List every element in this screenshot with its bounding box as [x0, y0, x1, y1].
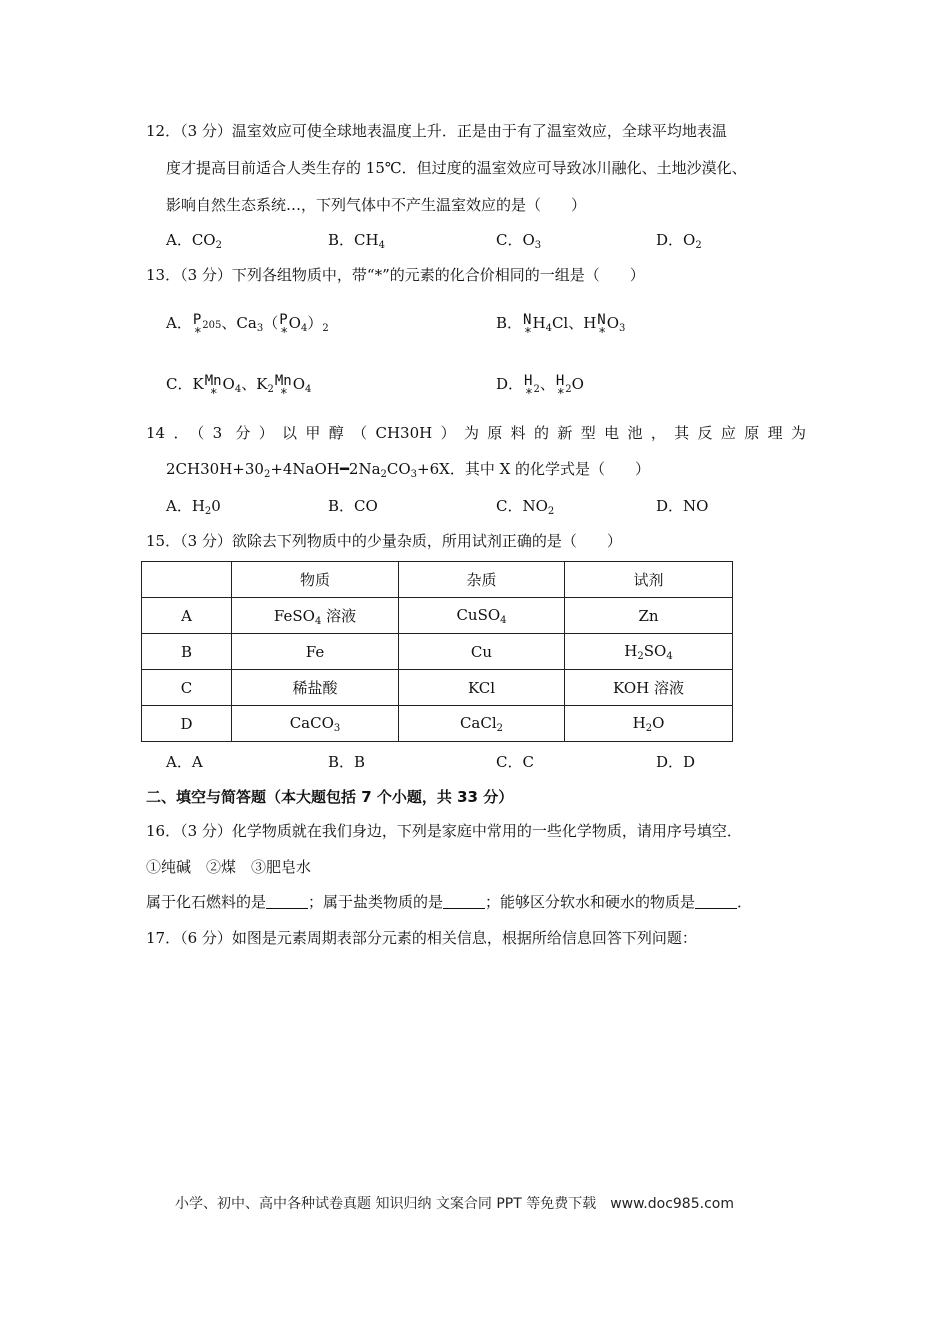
blank-field-1[interactable]: [266, 894, 308, 909]
impurity-cell: Cu: [399, 634, 565, 670]
q16-stem: 16．（3 分）化学物质就在我们身边，下列是家庭中常用的一些化学物质，请用序号填空．: [146, 822, 742, 840]
table-row: [142, 634, 733, 670]
blank-field-2[interactable]: [443, 894, 485, 909]
q12-line2: 度才提高目前适合人类生存的 15℃．但过度的温室效应可导致冰川融化、土地沙漠化、: [166, 159, 747, 177]
q15-table: [141, 561, 733, 742]
row-id: D: [142, 706, 232, 742]
substance-cell: Fe: [232, 634, 399, 670]
q12-option-c[interactable]: C．$O_3$: [496, 231, 542, 251]
section-heading: 二、填空与简答题（本大题包括 7 个小题，共 33 分）: [146, 788, 514, 806]
table-header-cell: [142, 562, 232, 598]
table-header-cell: 物质: [232, 562, 399, 598]
q15-option-a[interactable]: A．A: [166, 753, 203, 771]
marked-element-h2: H *: [555, 373, 565, 402]
substance-cell: 稀盐酸: [232, 670, 399, 706]
q14-option-b[interactable]: B．CO: [328, 497, 378, 515]
q16-choices: ①纯碱 ②煤 ③肥皂水: [146, 858, 312, 876]
reagent-cell: $H_2O$: [565, 706, 733, 742]
q14-option-c[interactable]: C．$NO_2$: [496, 497, 555, 517]
impurity-cell: CaCl$_2$: [399, 706, 565, 742]
impurity-cell: KCl: [399, 670, 565, 706]
q13-option-b[interactable]: B．N * $H_4Cl$、HN * $O_3$: [496, 312, 626, 341]
reagent-cell: Zn: [565, 598, 733, 634]
blank-field-3[interactable]: [695, 894, 737, 909]
q16-fill-line: 属于化石燃料的是 ；属于盐类物质的是 ；能够区分软水和硬水的物质是 ．: [146, 893, 753, 911]
q17-stem: 17．（6 分）如图是元素周期表部分元素的相关信息，根据所给信息回答下列问题：: [146, 929, 697, 947]
row-id: A: [142, 598, 232, 634]
marked-element-h: H *: [524, 373, 533, 402]
q14-line1: 14．（3 分）以甲醇（CH30H）为原料的新型电池，其反应原理为: [146, 424, 806, 442]
q13-option-c[interactable]: C．KMn * $O_4$、$K_2Mn$ * $O_4$: [166, 373, 312, 402]
marked-element-p2: P *: [279, 312, 289, 341]
marked-element-p: P *: [192, 312, 202, 341]
q15-option-c[interactable]: C．C: [496, 753, 534, 771]
q15-stem: 15．（3 分）欲除去下列物质中的少量杂质，所用试剂正确的是（ ）: [146, 532, 622, 550]
impurity-cell: CuSO$_4$: [399, 598, 565, 634]
table-row: [142, 706, 733, 742]
q15-option-b[interactable]: B．B: [328, 753, 366, 771]
substance-cell: FeSO$_4$ 溶液: [232, 598, 399, 634]
marked-element-n: N *: [523, 312, 532, 341]
q12-option-d[interactable]: D．$O_2$: [656, 231, 702, 251]
q12-line1: 12．（3 分）温室效应可使全球地表温度上升．正是由于有了温室效应，全球平均地表温: [146, 122, 727, 140]
row-id: C: [142, 670, 232, 706]
substance-cell: CaCO$_3$: [232, 706, 399, 742]
page-footer: 小学、初中、高中各种试卷真题 知识归纳 文案合同 PPT 等免费下载 www.doc985.com: [175, 1196, 734, 1212]
table-row: [142, 598, 733, 634]
table-header-cell: 试剂: [565, 562, 733, 598]
q12-line3: 影响自然生态系统…，下列气体中不产生温室效应的是（ ）: [166, 196, 587, 214]
table-row: [142, 670, 733, 706]
q13-option-d[interactable]: D．H * $_2$、H * $_2$O: [496, 373, 584, 402]
q13-option-a[interactable]: A．P * 205、$Ca_3(P$ * $O_4)_2$: [166, 312, 329, 341]
q14-option-a[interactable]: A．$H_20$: [166, 497, 221, 517]
q12-option-a[interactable]: A．$CO_2$: [166, 231, 222, 251]
q14-option-d[interactable]: D．NO: [656, 497, 709, 515]
marked-element-mn: Mn *: [204, 373, 222, 402]
row-id: B: [142, 634, 232, 670]
reagent-cell: KOH 溶液: [565, 670, 733, 706]
table-header-row: [142, 562, 733, 598]
q15-option-d[interactable]: D．D: [656, 753, 696, 771]
q13-stem: 13．（3 分）下列各组物质中，带“*”的元素的化合价相同的一组是（ ）: [146, 266, 645, 284]
table-header-cell: 杂质: [399, 562, 565, 598]
marked-element-n2: N *: [597, 312, 607, 341]
reagent-cell: $H_2SO_4$: [565, 634, 733, 670]
q14-line2: $2CH30H+30_2+4NaOH━2Na_2CO_3+6X$．其中 X 的化学式是（ ）: [166, 460, 651, 480]
q12-option-b[interactable]: B．$CH_4$: [328, 231, 385, 251]
marked-element-mn2: Mn *: [274, 373, 292, 402]
